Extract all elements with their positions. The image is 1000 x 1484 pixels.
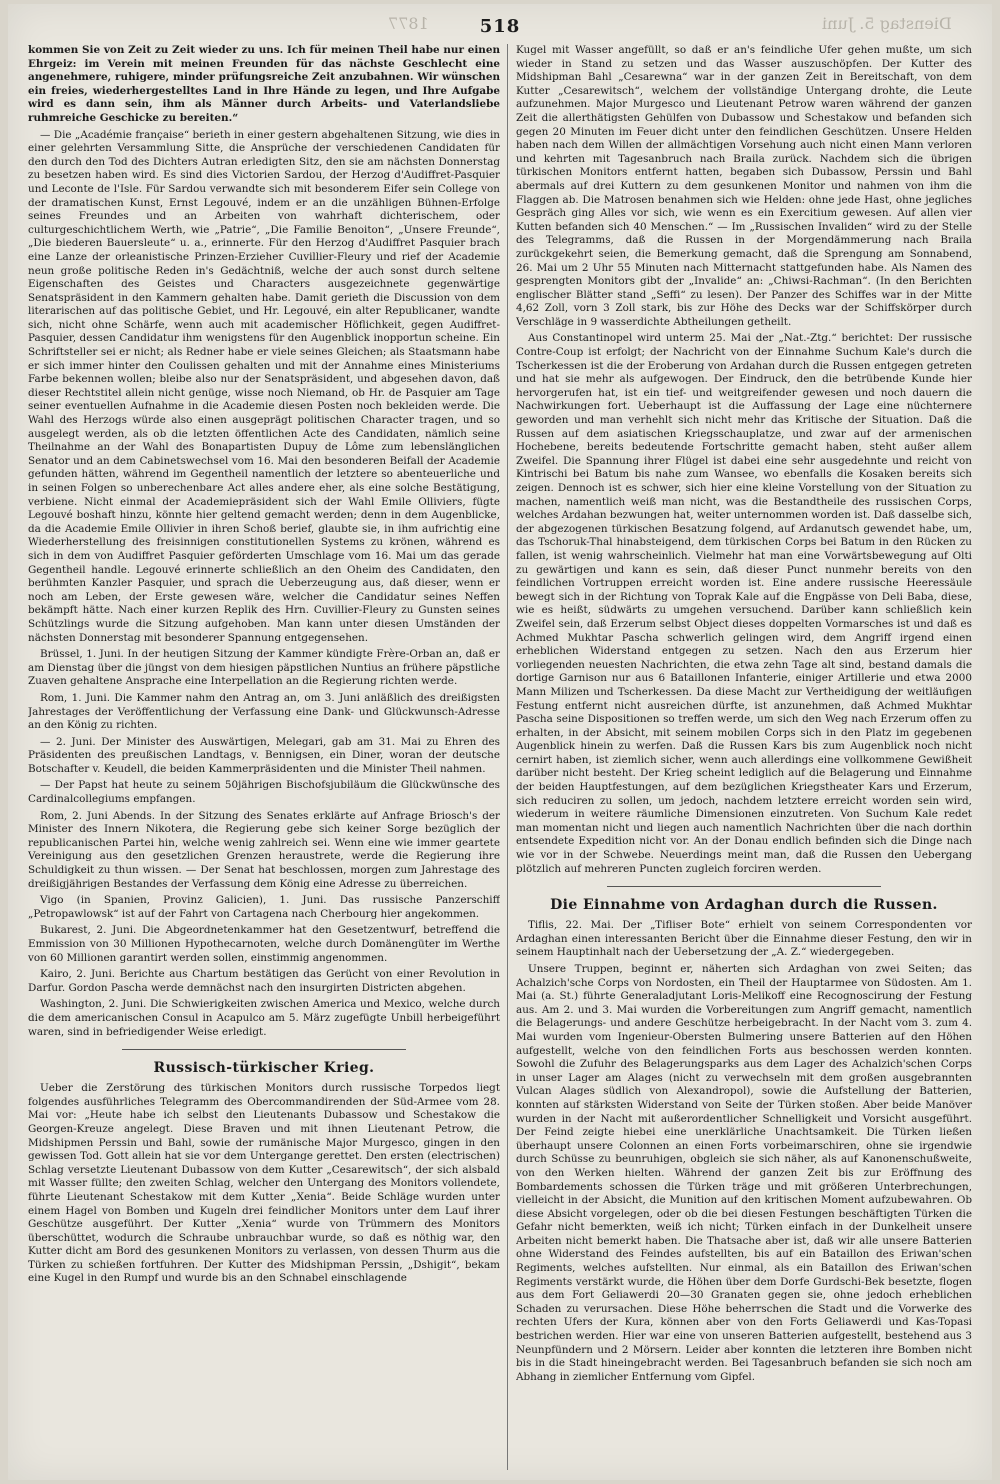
paragraph-speech-end: kommen Sie von Zeit zu Zeit wieder zu uns. Ich für meinen Theil habe nur einen Ehrgeiz: im Verein mit meinen Freunden für das nächste Geschlecht eine angenehmere, ruhigere, minder prüfungsreiche Zeit anzubahnen. Wir wünschen ein freies, wiederhergestelltes Land in Ihre Hände zu legen, und Ihre Aufgabe wird es dann sein, ihm als Männer durch Arbeits- und Vaterlandsliebe ruhmreiche Geschicke zu bereiten.“ bbox=[28, 44, 500, 124]
paragraph-tiflis: Tiflis, 22. Mai. Der „Tifliser Bote“ erhielt von seinem Correspondenten vor Ardaghan einen interessanten Bericht über die Einnahme dieser Festung, den wir in seinem Hauptinhalt nach der Uebersetzung der „A. Z.“ wiedergegeben. bbox=[516, 919, 972, 959]
paragraph-rom-2: — 2. Juni. Der Minister des Auswärtigen, Melegari, gab am 31. Mai zu Ehren des Präsidenten des preußischen Landtags, v. Bennigsen, ein Diner, woran der deutsche Botschafter v. Keudell, die beiden Kammerpräsidenten und die Minister Theil nahmen. bbox=[28, 735, 500, 775]
paragraph-vigo: Vigo (in Spanien, Provinz Galicien), 1. Juni. Das russische Panzerschiff „Petropawlowsk“ ist auf der Fahrt von Cartagena nach Cherbourg hier angekommen. bbox=[28, 894, 500, 920]
paragraph-monitor: Ueber die Zerstörung des türkischen Monitors durch russische Torpedos liegt folgendes ausführliches Telegramm des Obercommandirenden der Süd-Armee vom 28. Mai vor: „Heute habe ich selbst den Lieutenants Dubassow und Schestakow die Georgen-Kreuze angelegt. Diese Braven und mit ihnen Lieutenant Petrow, die Midshipmen Perssin und Bahl, sowie der rumänische Major Murgesco, gingen in den gewissen Tod. Gott allein hat sie vor dem Untergange gerettet. Den ersten (electrischen) Schlag versetzte Lieutenant Dubassow von dem Kutter „Cesarewitsch“, der sich alsbald mit Wasser füllte; den zweiten Schlag, welcher den Untergang des Monitors vollendete, führte Lieutenant Schestakow mit dem Kutter „Xenia“. Beide Schläge wurden unter einem Hagel von Bomben und Kugeln drei feindlicher Monitors unter dem Lauf ihrer Geschütze ausgeführt. Der Kutter „Xenia“ wurde von Trümmern des Monitors überschüttet, wodurch die Schraube unbrauchbar wurde, so daß es nöthig war, den Kutter dicht am Bord des gesunkenen Monitors zu verlassen, von dessen Thurm aus die Türken zu schießen fortfuhren. Der Kutter des Midshipman Perssin, „Dshigit“, bekam eine Kugel in den Rumpf und wurde bis an den Schnabel einschlagende bbox=[28, 1082, 500, 1285]
bleed-through-year: 1877 bbox=[388, 14, 429, 33]
column-divider bbox=[507, 44, 508, 1470]
paragraph-monitor-cont: Kugel mit Wasser angefüllt, so daß er an's feindliche Ufer gehen mußte, um sich wieder in Stand zu setzen und das Wasser auszuschöpfen. Der Kutter des Midshipman Bahl „Cesarewna“ war in der ganzen Zeit in Bereitschaft, von dem Kutter „Cesarewitsch“, welchem der vollständige Untergang drohte, die Leute aufzunehmen. Major Murgesco und Lieutenant Petrow waren während der ganzen Zeit die allerthätigsten Gehülfen von Dubassow und Schestakow und befanden sich gegen 20 Minuten im Feuer dicht unter den feindlichen Geschützen. Unsere Helden haben nach dem Willen der allmächtigen Vorsehung auch nicht einen Mann verloren und kehrten mit Tagesanbruch nach Braila zurück. Nachdem sich die übrigen türkischen Monitors entfernt hatten, begaben sich Dubassow, Perssin und Bahl abermals auf drei Kuttern zu dem gesunkenen Monitor und nahmen von ihm die Flaggen ab. Die Matrosen benahmen sich wie Helden: ohne jede Hast, ohne jegliches Gespräch ging Alles vor sich, wie wenn es ein Exercitium gewesen. Auf allen vier Kutten befanden sich 40 Menschen.“ — Im „Russischen Invaliden“ wird zu der Stelle des Telegramms, daß die Russen in der Morgendämmerung nach Braila zurückgekehrt seien, die Bemerkung gemacht, daß die Sprengung am Sonnabend, 26. Mai um 2 Uhr 55 Minuten nach Mitternacht stattgefunden habe. Als Namen des gesprengten Monitors gibt der „Invalide“ an: „Chiwsi-Rachman“. (In den Berichten englischer Blätter stand „Seffi“ zu lesen). Der Panzer des Schiffes war in der Mitte 4,62 Zoll, vorn 3 Zoll stark, bis zur Höhe des Decks war der Schiffskörper durch Verschläge in 9 wasserdichte Abtheilungen getheilt. bbox=[516, 44, 972, 328]
paragraph-truppen: Unsere Truppen, beginnt er, näherten sich Ardaghan von zwei Seiten; das Achalzich'sche Corps von Nordosten, ein Theil der Hauptarmee von Südosten. Am 1. Mai (a. St.) führte Generaladjutant Loris-Melikoff eine Recognoscirung der Festung aus. Am 2. und 3. Mai wurden die Vorbereitungen zum Angriff gemacht, namentlich die Belagerungs- und andere Geschütze herbeigebracht. In der Nacht vom 3. zum 4. Mai wurden vom Ingenieur-Obersten Bulmering unsere Batterien auf den Höhen aufgestellt, welche von den feindlichen Forts aus beschossen werden konnten. Sowohl die Zufuhr des Belagerungsparks aus dem Lager des Achalzich'schen Corps in unser Lager am Alages (nicht zu verwechseln mit dem großen ausgebrannten Vulcan Alages südlich von Alexandropol), sowie die Aufstellung der Batterien, konnten auf stärksten Widerstand von Seite der Türken stoßen. Aber beide Manöver wurden in der Nacht mit außerordentlicher Schnelligkeit und Vorsicht ausgeführt. Der Feind zeigte hiebei eine unerklärliche Unachtsamkeit. Die Türken ließen überhaupt unsere Colonnen an einen Forts vorbeimarschiren, ohne sie irgendwie durch Schüsse zu beunruhigen, obgleich sie sich näher, als auf Kanonenschußweite, von den Werken hielten. Während der ganzen Zeit bis zur Eröffnung des Bombardements schossen die Türken träge und mit größeren Unterbrechungen, vielleicht in der Absicht, die Munition auf den kritischen Moment aufzubewahren. Ob diese Absicht vorgelegen, oder ob die bei diesen Festungen beschäftigten Türken die Gefahr nicht bemerkten, weiß ich nicht; Türken einfach in der Dunkelheit unsere Arbeiten nicht bemerkt haben. Die Thatsache aber ist, daß wir alle unsere Batterien ohne Widerstand des Feindes aufstellten, bis auf ein Bataillon des Eriwan'schen Regiments, welches aufstellten. Nur einmal, als ein Bataillon des Eriwan'schen Regiments verstärkt wurde, die Höhen über dem Dorfe Gurdschi-Bek besetzte, flogen aus dem Fort Geliawerdi 20—30 Granaten gegen sie, ohne jedoch erheblichen Schaden zu verursachen. Diese Höhe beherrschen die Stadt und die Vorwerke des rechten Ufers der Kura, können aber von den Forts Geliawerdi und Kas-Topasi bestrichen werden. Hier war eine von unseren Batterien aufgestellt, bestehend aus 3 Neunpfündern und 2 Mörsern. Leider aber konnten die letzteren ihre Bomben nicht bis in die Stadt hineingebracht werden. Bei Tagesanbruch befanden sie sich noch am Abhang in ziemlicher Entfernung vom Gipfel. bbox=[516, 963, 972, 1383]
paragraph-bukarest: Bukarest, 2. Juni. Die Abgeordnetenkammer hat den Gesetzentwurf, betreffend die Emmission von 30 Millionen Hypothecarnoten, welche durch Domänengüter im Werthe von 60 Millionen garantirt werden sollen, einstimmig angenommen. bbox=[28, 924, 500, 964]
page-number: 518 bbox=[479, 16, 521, 37]
paragraph-bruessel: Brüssel, 1. Juni. In der heutigen Sitzung der Kammer kündigte Frère-Orban an, daß er am Dienstag über die jüngst von dem hiesigen päpstlichen Nuntius an frühere päpstliche Zuaven gehaltene Ansprache eine Interpellation an die Regierung richten werde. bbox=[28, 648, 500, 688]
newspaper-page bbox=[8, 4, 992, 1480]
paragraph-papst: — Der Papst hat heute zu seinem 50jährigen Bischofsjubiläum die Glückwünsche des Cardinalcollegiums empfangen. bbox=[28, 779, 500, 806]
paragraph-rom-abends: Rom, 2. Juni Abends. In der Sitzung des Senates erklärte auf Anfrage Briosch's der Minister des Innern Nikotera, die Regierung gebe sich keiner Sorge bezüglich der republicanischen Partei hin, welche wenig zahlreich sei. Wenn eine wie immer geartete Vereinigung aus den gesetzlichen Grenzen heraustrete, werde die Regierung ihre Schuldigkeit zu thun wissen. — Der Senat hat beschlossen, morgen zum Jahrestage des dreißigjährigen Bestandes der Verfassung dem König eine Adresse zu überreichen. bbox=[28, 809, 500, 890]
page-header bbox=[8, 14, 992, 40]
left-column bbox=[28, 44, 500, 1470]
paragraph-constantinopel: Aus Constantinopel wird unterm 25. Mai der „Nat.-Ztg.“ berichtet: Der russische Contre-Coup ist erfolgt; der Nachricht von der Einnahme Suchum Kale's durch die Tscherkessen ist die der Eroberung von Ardahan durch die Russen entgegen getreten und hat sie mehr als aufgewogen. Der Eindruck, den die betrübende Kunde hier hervorgerufen hat, ist ein tief- und weitgreifender gewesen und noch dauern die Nachwirkungen fort. Ueberhaupt ist die Auffassung der Lage eine nüchternere geworden und man verhehlt sich nicht mehr das Kritische der Situation. Daß die Russen auf dem asiatischen Kriegsschauplatze, und zwar auf der armenischen Hochebene, bereits bedeutende Fortschritte gemacht haben, steht außer allem Zweifel. Die Spannung ihrer Flügel ist dabei eine sehr ausgedehnte und reicht von Kintrischi bei Batum bis nahe zum Wansee, wo ebenfalls die Kosaken bereits sich zeigen. Dennoch ist es schwer, sich hier eine kleine Vorstellung von der Situation zu machen, namentlich weiß man nicht, was die Bestandtheile des russischen Corps, welches Ardahan bezwungen hat, weiter unternommen worden ist. Daß dasselbe sich, der abgezogenen türkischen Besatzung folgend, auf Ardanutsch gewendet habe, um, das Tschoruk-Thal hinabsteigend, dem türkischen Corps bei Batum in den Rücken zu fallen, ist wenig wahrscheinlich. Vielmehr hat man eine Vorwärtsbewegung auf Olti zu gewärtigen und kann es sein, daß dieser Punct nunmehr bereits von den feindlichen Vortruppen erreicht worden ist. Eine andere russische Heeressäule bewegt sich in der Richtung von Toprak Kale auf die Engpässe von Deli Baba, diese, wie es heißt, südwärts zu umgehen versuchend. Darüber kann schließlich kein Zweifel sein, daß Erzerum selbst Object dieses doppelten Vormarsches ist und daß es Achmed Mukhtar Pascha schwerlich gelingen wird, dem Angriff irgend einen erheblichen Widerstand entgegen zu setzen. Nach den aus Erzerum hier vorliegenden neuesten Nachrichten, die etwa zehn Tage alt sind, bestand damals die dortige Garnison nur aus 6 Bataillonen Infanterie, einiger Artillerie und etwa 2000 Mann Milizen und Tscherkessen. Da diese Macht zur Vertheidigung der weitläufigen Festung entfernt nicht ausreichen dürfte, ist anzunehmen, daß Achmed Mukhtar Pascha seine Dispositionen so treffen werde, um sich den Weg nach Erzerum offen zu erhalten, in der Absicht, mit seinem mobilen Corps sich in den Platz im gegebenen Augenblick hinein zu werfen. Daß die Russen Kars bis zum Augenblick noch nicht cernirt haben, ist ziemlich sicher, wenn auch allerdings eine vollkommene Gewißheit darüber nicht besteht. Der Krieg scheint lediglich auf die Belagerung und Einnahme der beiden Hauptfestungen, auf dem bezüglichen Kriegstheater Kars und Erzerum, sich reduciren zu sollen, um jedoch, nachdem letztere erreicht worden sein wird, wiederum in weitere räumliche Dimensionen einzutreten. Von Suchum Kale redet man momentan nicht und liegen auch namentlich Nachrichten über die nach dorthin entsendete Expedition nicht vor. An der Donau endlich befinden sich die Dinge nach wie vor in der Schwebe. Neuerdings meint man, daß die Russen den Uebergang plötzlich auf mehreren Puncten zugleich forciren werden. bbox=[516, 332, 972, 875]
paragraph-academie: — Die „Académie française“ berieth in einer gestern abgehaltenen Sitzung, wie dies in einer gelehrten Versammlung Sitte, die Ansprüche der verschiedenen Candidaten für den durch den Tod des Dichters Autran erledigten Sitz, den sie am nächsten Donnerstag zu besetzen haben wird. Es sind dies Victorien Sardou, der Herzog d'Audiffret-Pasquier und Leconte de l'Isle. Für Sardou verwandte sich mit besonderem Eifer sein College von der dramatischen Kunst, Ernst Legouvé, indem er an die unzähligen Bühnen-Erfolge seines Freundes und an Arbeiten von wahrhaft dichterischem, oder culturgeschichtlichem Werth, wie „Patrie“, „Die Familie Benoiton“, „Unsere Freunde“, „Die biederen Bauersleute“ u. a., erinnerte. Für den Herzog d'Audiffret Pasquier brach eine Lanze der orleanistische Prinzen-Erzieher Cuvillier-Fleury und rief der Academie neun große politische Reden in's Gedächtniß, welche der auch sonst durch seltene Eigenschaften des Geistes und Characters ausgezeichnete gegenwärtige Senatspräsident in den Kammern gehalten habe. Damit gerieth die Discussion von dem literarischen auf das politische Gebiet, und Hr. Legouvé, ein alter Republicaner, wandte sich, nicht ohne Schärfe, wenn auch mit academischer Höflichkeit, gegen Audiffret-Pasquier, dessen Candidatur ihm wenigstens für den Augenblick inopportun scheine. Ein Schriftsteller sei er nicht; als Redner habe er viele seines Gleichen; als Staatsmann habe er sich immer hinter den Coulissen gehalten und mit der Annahme eines Ministeriums Farbe bekennen wollen; bleibe also nur der Senatspräsident, und abgesehen davon, daß dieser Rechtstitel allein nicht genüge, wisse noch Niemand, ob Hr. de Pasquier am Tage seiner eventuellen Aufnahme in die Academie diesen Posten noch bekleiden werde. Die Wahl des Herzogs würde also einen ausgeprägt politischen Character tragen, und so ausgelegt werden, als ob die letzten öffentlichen Acte des Candidaten, nämlich seine Theilnahme an der Wahl des Bonapartisten Dupuy de Lôme zum lebenslänglichen Senator und an dem Cabinetswechsel vom 16. Mai den besonderen Beifall der Academie gefunden hätten, während im Gegentheil namentlich der letztere so abenteuerliche und in seinen Folgen so unberechenbare Act alles andere eher, als eine solche Bestätigung, verbiene. Nicht einmal der Academiepräsident sich der Wahl Emile Olliviers, fügte Legouvé boshaft hinzu, könnte hier geltend gemacht werden; denn in dem Augenblicke, da die Academie Emile Ollivier in ihren Schoß berief, glaubte sie, in ihm aufrichtig eine Wiederherstellung des freisinnigen constitutionellen Systems zu krönen, während es sich in dem von Audiffret Pasquier geförderten Umschlage vom 16. Mai um das gerade Gegentheil handle. Legouvé erinnerte schließlich an den Oheim des Candidaten, den berühmten Kanzler Pasquier, und sprach die Ueberzeugung aus, daß dieser, wenn er noch am Leben, der Erste gewesen wäre, welcher die Candidatur seines Neffen bekämpft hätte. Nach einer kurzen Replik des Hrn. Cuvillier-Fleury zu Gunsten seines Schützlings wurde die Sitzung aufgehoben. Man kann unter diesen Umständen der nächsten Donnerstag mit besonderer Spannung entgegensehen. bbox=[28, 128, 500, 644]
bleed-through-date: Dienstag 5. Juni bbox=[822, 14, 952, 33]
section-heading-krieg: Russisch-türkischer Krieg. bbox=[153, 1060, 375, 1077]
section-rule bbox=[122, 1049, 405, 1050]
paragraph-washington: Washington, 2. Juni. Die Schwierigkeiten zwischen America und Mexico, welche durch die dem americanischen Consul in Acapulco am 5. März zugefügte Unbill herbeigeführt waren, sind in befriedigender Weise erledigt. bbox=[28, 998, 500, 1038]
right-column bbox=[516, 44, 972, 1470]
paragraph-kairo: Kairo, 2. Juni. Berichte aus Chartum bestätigen das Gerücht von einer Revolution in Darfur. Gordon Pascha werde demnächst nach den insurgirten Districten abgehen. bbox=[28, 968, 500, 994]
section-heading-ardaghan: Die Einnahme von Ardaghan durch die Russen. bbox=[550, 897, 938, 914]
section-rule bbox=[607, 886, 881, 887]
paragraph-rom-1: Rom, 1. Juni. Die Kammer nahm den Antrag an, om 3. Juni anläßlich des dreißigsten Jahrestages der Veröffentlichung der Verfassung eine Dank- und Glückwunsch-Adresse an den König zu richten. bbox=[28, 691, 500, 732]
